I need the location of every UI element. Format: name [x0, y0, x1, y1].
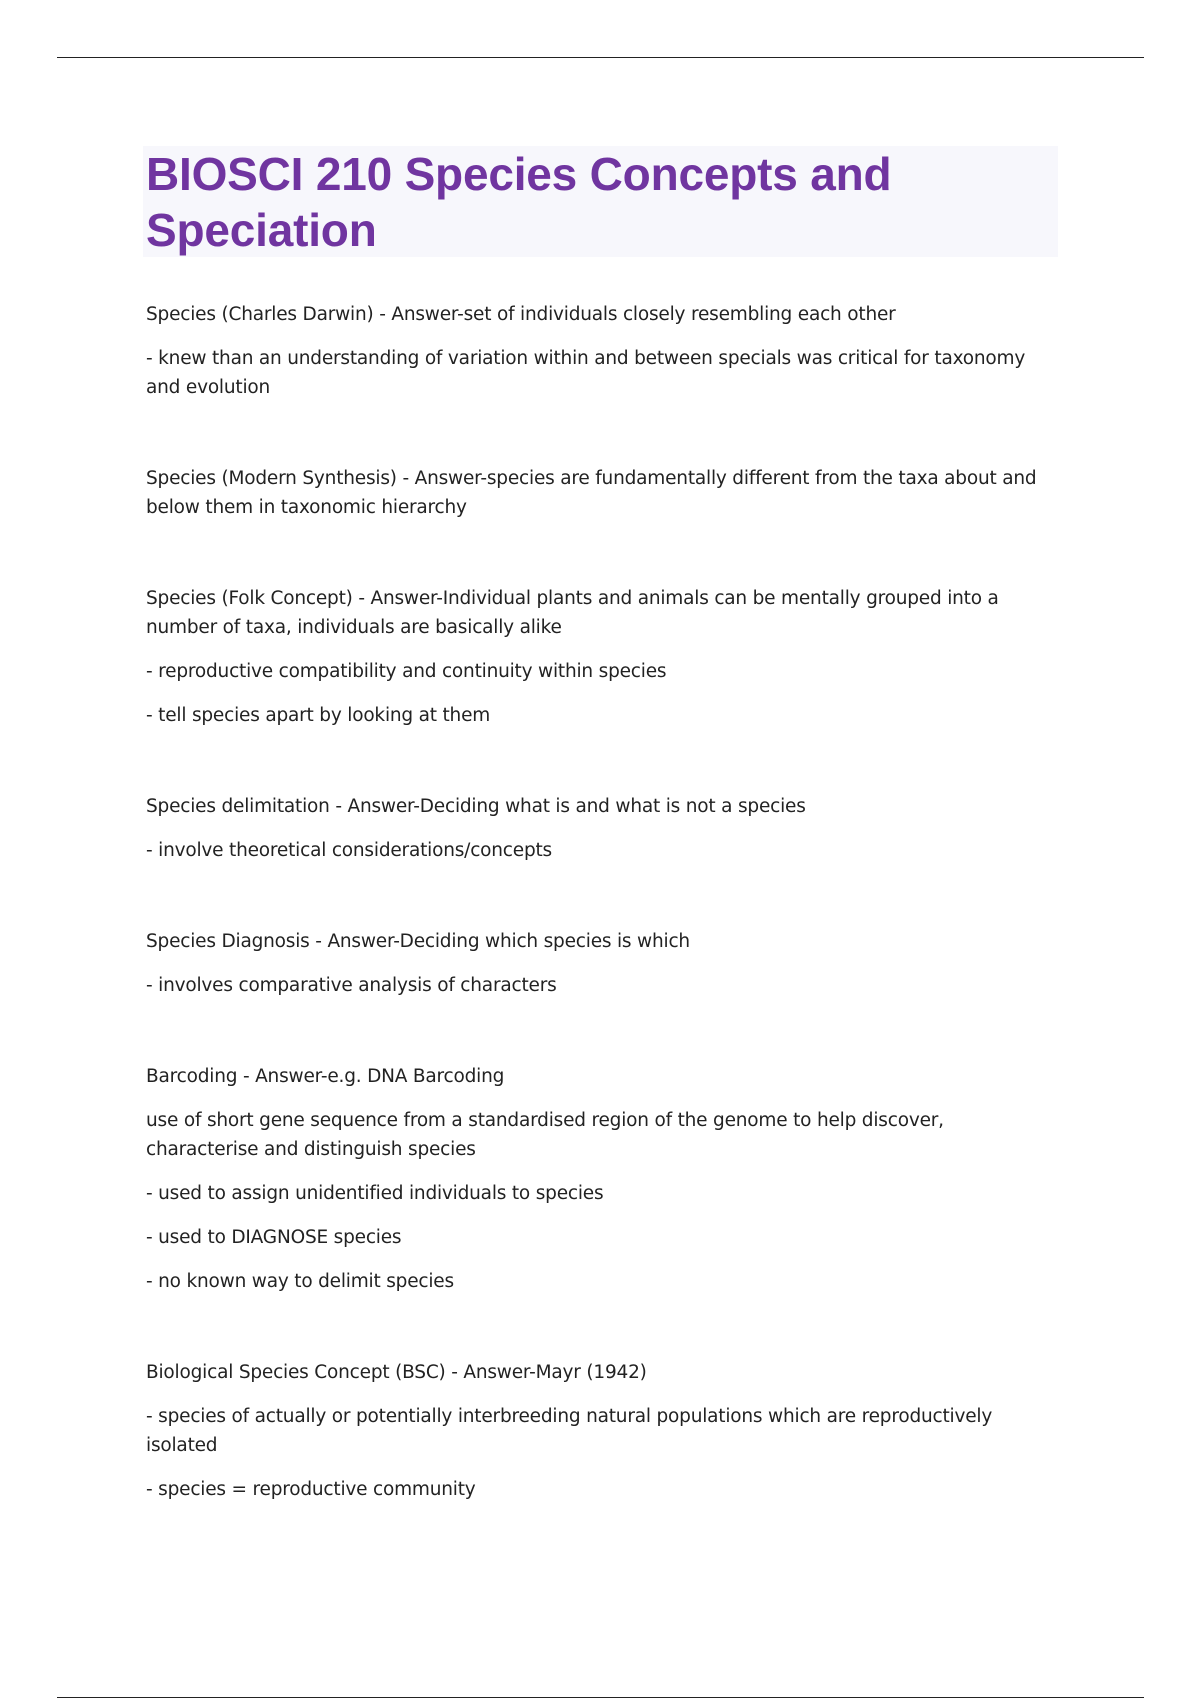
entry-detail-line: - involves comparative analysis of characters — [146, 975, 557, 996]
entry-charles-darwin — [146, 300, 1061, 402]
entry-detail-line: - used to DIAGNOSE species — [146, 1227, 402, 1248]
entry-term-line: Species (Folk Concept) - Answer-Individual plants and animals can be mentally grouped into a number of taxa, individuals are basically alike — [146, 588, 999, 638]
entry-term-line: Barcoding - Answer-e.g. DNA Barcoding — [146, 1066, 505, 1087]
entry-biological-species-concept — [146, 1358, 1061, 1504]
entry-detail-line: - reproductive compatibility and continuity within species — [146, 661, 667, 682]
entry-term-line: Species (Modern Synthesis) - Answer-species are fundamentally different from the taxa about and below them in taxonomic hierarchy — [146, 468, 1037, 518]
entry-modern-synthesis — [146, 464, 1061, 522]
document-title: BIOSCI 210 Species Concepts and Speciation — [146, 148, 892, 256]
entry-term-line: Species delimitation - Answer-Deciding what is and what is not a species — [146, 796, 806, 817]
entry-folk-concept — [146, 584, 1061, 730]
entry-detail-line: - tell species apart by looking at them — [146, 705, 491, 726]
entry-barcoding — [146, 1062, 1061, 1296]
entry-detail-line: - no known way to delimit species — [146, 1271, 454, 1292]
entry-term-line: Species (Charles Darwin) - Answer-set of individuals closely resembling each other — [146, 304, 896, 325]
entry-detail-line: use of short gene sequence from a standardised region of the genome to help discover, characterise and distinguish species — [146, 1110, 944, 1160]
entry-detail-line: - used to assign unidentified individuals to species — [146, 1183, 604, 1204]
entry-detail-line: - involve theoretical considerations/concepts — [146, 840, 552, 861]
entry-detail-line: - species = reproductive community — [146, 1479, 476, 1500]
entry-term-line: Biological Species Concept (BSC) - Answer-Mayr (1942) — [146, 1362, 647, 1383]
title-banner — [143, 146, 1058, 257]
document-body — [146, 300, 1061, 1566]
entry-term-line: Species Diagnosis - Answer-Deciding which species is which — [146, 931, 690, 952]
entry-species-delimitation — [146, 792, 1061, 865]
entry-detail-line: - knew than an understanding of variation within and between specials was critical for taxonomy and evolution — [146, 348, 1026, 398]
entry-species-diagnosis — [146, 927, 1061, 1000]
entry-detail-line: - species of actually or potentially interbreeding natural populations which are reproductively isolated — [146, 1406, 993, 1456]
bottom-rule — [57, 1697, 1144, 1698]
top-rule — [57, 57, 1144, 58]
